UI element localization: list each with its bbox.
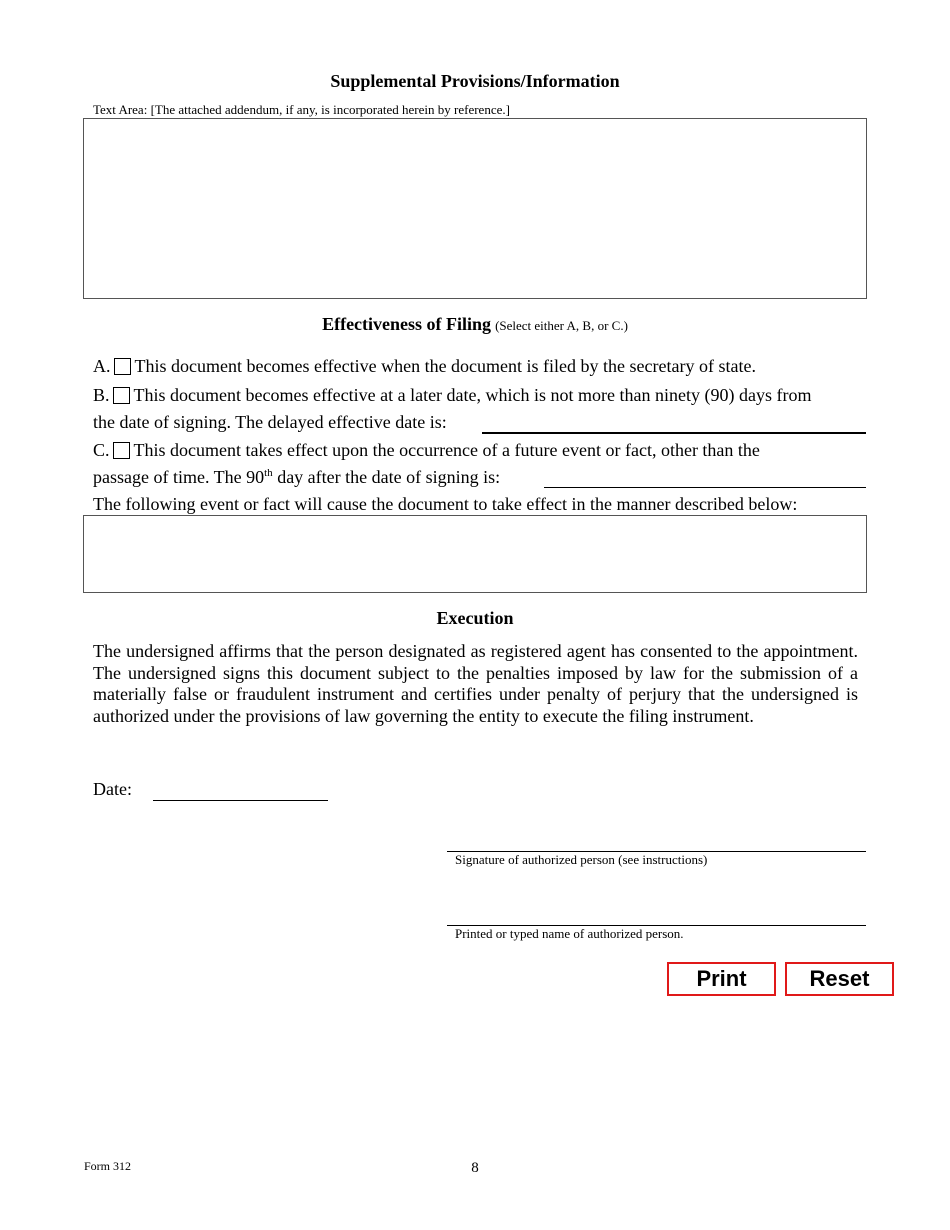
date-label: Date: [93,779,132,799]
text-area-label: Text Area: [The attached addendum, if any, is incorporated herein by reference.] [93,102,510,117]
effectiveness-note: (Select either A, B, or C.) [495,318,628,333]
option-c-text-line1: This document takes effect upon the occurrence of a future event or fact, other than the [133,440,760,460]
event-label: The following event or fact will cause the document to take effect in the manner described below: [93,494,798,514]
signature-label: Signature of authorized person (see instructions) [455,852,708,867]
option-c-sup: th [264,467,273,479]
option-c-text-line2-pre: passage of time. The 90 [93,467,265,487]
option-b-letter: B. [93,385,110,405]
effectiveness-heading: Effectiveness of Filing [322,314,492,334]
event-text-area[interactable] [83,515,867,593]
option-a-letter: A. [93,356,111,376]
form-number: Form 312 [84,1159,132,1173]
page-number: 8 [471,1160,479,1176]
option-b-row [93,384,811,406]
option-c-letter: C. [93,440,110,460]
date-field[interactable] [153,800,328,801]
printed-name-label: Printed or typed name of authorized person. [455,926,684,941]
option-c-line2 [93,466,500,488]
option-c-text-line2-post: day after the date of signing is: [272,467,501,487]
option-c-row [93,439,760,461]
option-a-text: This document becomes effective when the document is filed by the secretary of state. [134,356,756,376]
delayed-date-field[interactable] [482,432,866,434]
print-button[interactable]: Print [667,962,776,996]
option-b-checkbox[interactable] [113,387,130,404]
ninetieth-day-date-field[interactable] [544,487,866,488]
supplemental-text-area[interactable] [83,118,867,299]
supplemental-heading: Supplemental Provisions/Information [330,71,620,91]
option-b-text-line2: the date of signing. The delayed effective date is: [93,412,447,432]
option-c-checkbox[interactable] [113,442,130,459]
reset-button[interactable]: Reset [785,962,894,996]
option-b-text-line1: This document becomes effective at a later date, which is not more than ninety (90) days from [133,385,812,405]
option-a-checkbox[interactable] [114,358,131,375]
option-a-row [93,355,756,377]
execution-paragraph: The undersigned affirms that the person designated as registered agent has consented to the appointment. The undersigned signs this document subject to the penalties imposed by law for the submission of a materially false or fraudulent instrument and certifies under penalty of perjury that the undersigned is authorized under the provisions of law governing the entity to execute the filing instrument. [93,641,858,726]
execution-heading: Execution [436,608,514,628]
effectiveness-heading-row [0,314,950,335]
